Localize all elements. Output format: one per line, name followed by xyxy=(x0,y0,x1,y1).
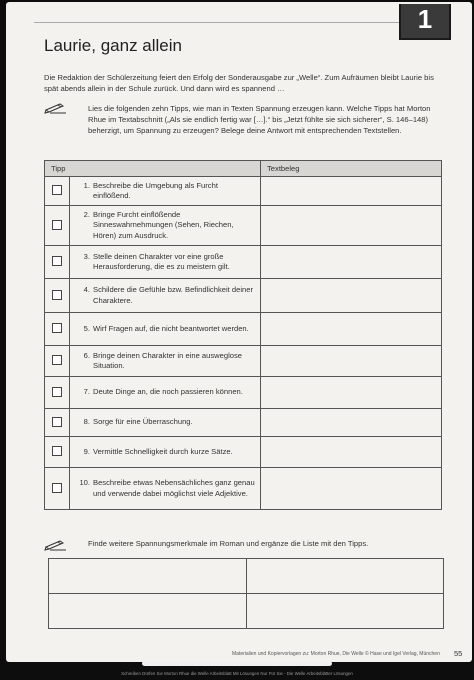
tip-cell xyxy=(70,346,261,377)
checkbox-cell xyxy=(45,437,70,468)
textbeleg-cell[interactable] xyxy=(261,346,442,377)
answer-cell[interactable] xyxy=(246,594,444,629)
table-row xyxy=(45,206,442,246)
chapter-number-badge: 1 xyxy=(399,4,451,40)
tip-checkbox[interactable] xyxy=(52,355,62,365)
table-row xyxy=(45,279,442,313)
pencil-icon xyxy=(44,539,68,551)
table-row xyxy=(45,377,442,409)
tip-cell xyxy=(70,206,261,246)
textbeleg-cell[interactable] xyxy=(261,313,442,346)
tip-cell xyxy=(70,177,261,206)
tip-cell xyxy=(70,409,261,437)
tip-number: 5. xyxy=(83,323,90,333)
tip-number: 2. xyxy=(83,209,90,219)
textbeleg-cell[interactable] xyxy=(261,206,442,246)
title-rule xyxy=(34,22,444,23)
checkbox-cell xyxy=(45,468,70,510)
tip-text: Schildere die Gefühle bzw. Befindlichkeit deiner Charaktere. xyxy=(93,285,253,305)
answer-cell[interactable] xyxy=(49,594,247,629)
tip-checkbox[interactable] xyxy=(52,256,62,266)
checkbox-cell xyxy=(45,313,70,346)
tip-text: Bringe deinen Charakter in eine ausweglose Situation. xyxy=(93,350,243,370)
tip-number: 3. xyxy=(83,251,90,261)
intro-text: Die Redaktion der Schülerzeitung feiert den Erfolg der Sonderausgabe zur „Welle“. Zum Aufräumen bleibt Laurie bis spät abends allein in der Schule zurück. Und dann wird es spannend … xyxy=(44,73,434,93)
tip-cell xyxy=(70,377,261,409)
table-row xyxy=(45,177,442,206)
footer-credit: Materialien und Kopiervorlagen zu: Morton Rhue, Die Welle © Hase und Igel Verlag, München xyxy=(232,651,440,657)
tip-text: Vermittle Schnelligkeit durch kurze Sätze. xyxy=(93,446,233,456)
checkbox-cell xyxy=(45,346,70,377)
checkbox-cell xyxy=(45,177,70,206)
tip-cell xyxy=(70,437,261,468)
table-row xyxy=(45,346,442,377)
tip-text: Stelle deinen Charakter vor eine große Herausforderung, die es zu meistern gilt. xyxy=(93,251,230,271)
pencil-icon xyxy=(44,102,68,114)
tip-number: 4. xyxy=(83,285,90,294)
tips-table xyxy=(44,160,442,510)
table-row xyxy=(45,468,442,510)
tip-number: 9. xyxy=(83,446,90,456)
tip-text: Beschreibe die Umgebung als Furcht einflößend. xyxy=(93,180,218,200)
table-row xyxy=(45,313,442,346)
task-2-instructions: Finde weitere Spannungsmerkmale im Roman und ergänze die Liste mit den Tipps. xyxy=(88,539,369,548)
tip-number: 10. xyxy=(79,478,90,487)
answer-cell[interactable] xyxy=(246,559,444,594)
image-caption: Schreiben Dürfen Sie Morton Rhue die Welle Arbeitsblatt Mit Lösungen Nur Für Sie - Die Welle Arbeitsblätter Lösungen xyxy=(121,671,353,676)
worksheet-page xyxy=(6,2,472,662)
home-indicator[interactable] xyxy=(142,661,332,666)
table-row xyxy=(45,246,442,279)
page-number: 55 xyxy=(454,649,463,658)
checkbox-cell xyxy=(45,206,70,246)
tip-checkbox[interactable] xyxy=(52,483,62,493)
checkbox-cell xyxy=(45,409,70,437)
answer-grid xyxy=(48,558,444,629)
textbeleg-cell[interactable] xyxy=(261,246,442,279)
tip-checkbox[interactable] xyxy=(52,417,62,427)
tip-text: Sorge für eine Überraschung. xyxy=(93,417,193,427)
table-row xyxy=(45,409,442,437)
tip-checkbox[interactable] xyxy=(52,387,62,397)
tip-checkbox[interactable] xyxy=(52,185,62,195)
tip-text: Deute Dinge an, die noch passieren können. xyxy=(93,387,243,397)
textbeleg-cell[interactable] xyxy=(261,177,442,206)
textbeleg-cell[interactable] xyxy=(261,377,442,409)
answer-cell[interactable] xyxy=(49,559,247,594)
tip-cell xyxy=(70,246,261,279)
tip-checkbox[interactable] xyxy=(52,446,62,456)
textbeleg-cell[interactable] xyxy=(261,468,442,510)
tip-text: Bringe Furcht einflößende Sinneswahrnehmungen (Sehen, Riechen, Hören) zum Ausdruck. xyxy=(93,209,234,240)
page-title: Laurie, ganz allein xyxy=(44,36,182,55)
checkbox-cell xyxy=(45,279,70,313)
checkbox-cell xyxy=(45,377,70,409)
tip-number: 7. xyxy=(83,387,90,397)
tip-cell xyxy=(70,279,261,313)
tip-text: Wirf Fragen auf, die nicht beantwortet werden. xyxy=(93,323,249,333)
tip-number: 6. xyxy=(83,350,90,360)
tip-cell xyxy=(70,313,261,346)
textbeleg-cell[interactable] xyxy=(261,279,442,313)
tip-number: 8. xyxy=(83,417,90,427)
tip-cell xyxy=(70,468,261,510)
checkbox-cell xyxy=(45,246,70,279)
tip-text: Beschreibe etwas Nebensächliches ganz genau und verwende dabei möglichst viele Adjektive. xyxy=(93,478,255,498)
column-header-textbeleg: Textbeleg xyxy=(261,161,442,177)
textbeleg-cell[interactable] xyxy=(261,437,442,468)
tip-checkbox[interactable] xyxy=(52,290,62,300)
tip-number: 1. xyxy=(83,180,90,190)
column-header-tipp: Tipp xyxy=(45,161,261,177)
tip-checkbox[interactable] xyxy=(52,323,62,333)
textbeleg-cell[interactable] xyxy=(261,409,442,437)
tip-checkbox[interactable] xyxy=(52,220,62,230)
table-row xyxy=(45,437,442,468)
task-1-instructions: Lies die folgenden zehn Tipps, wie man in Texten Spannung erzeugen kann. Welche Tipps hat Morton Rhue im Textabschnitt („Als sie endlich fertig war […].“ bis „Jetzt fühlte sie sich sicherer“, S. 146–148) beherzigt, um Spannung zu erzeugen? Belege deine Antwort mit entsprechenden Textstellen. xyxy=(88,104,431,135)
